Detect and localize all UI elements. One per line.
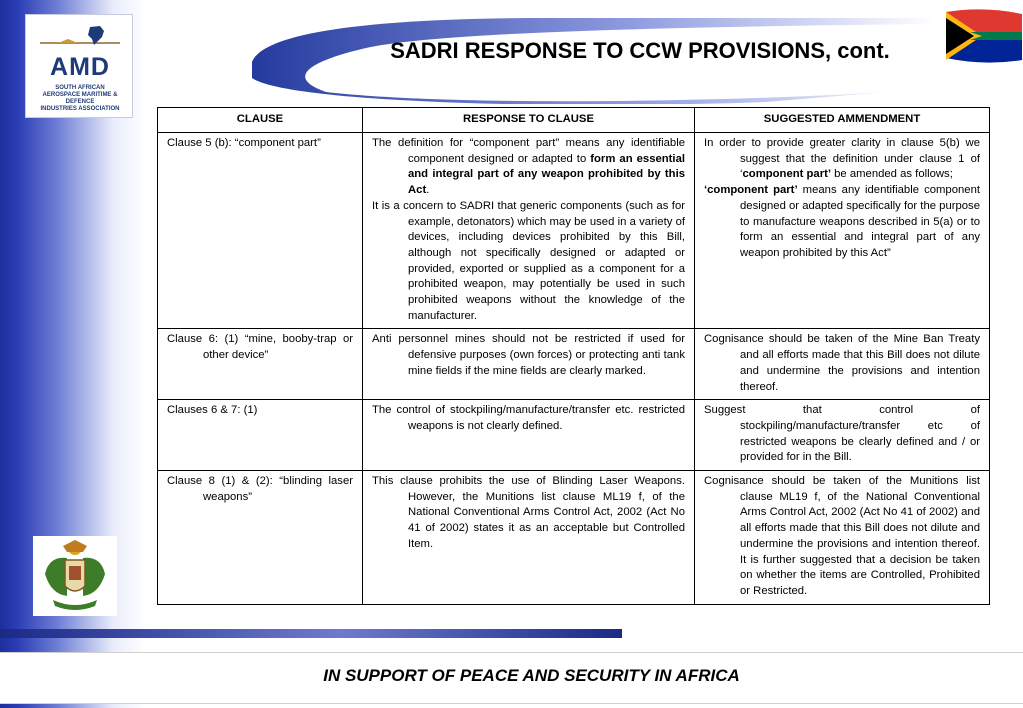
clause-text: Clauses 6 & 7: (1) bbox=[167, 404, 258, 417]
response-text-span: The definition for “component part” means any identifiable component designed or adapted to bbox=[372, 137, 685, 165]
clause-text: Clause 5 (b): “component part” bbox=[167, 137, 321, 149]
logo-subtitle-line: INDUSTRIES ASSOCIATION bbox=[40, 106, 120, 112]
page-title: SADRI RESPONSE TO CCW PROVISIONS, cont. bbox=[390, 38, 890, 63]
response-text-bold: form an essential and integral part of any weapon prohibited by this Act bbox=[408, 152, 685, 197]
clause-text: Clause 6: (1) “mine, booby-trap or other device” bbox=[167, 333, 353, 362]
response-cell bbox=[363, 329, 695, 400]
footer bbox=[0, 652, 1023, 704]
clause-cell bbox=[158, 329, 363, 400]
amendment-text bbox=[704, 136, 980, 183]
response-text: It is a concern to SADRI that generic components (such as for example, detonators) which may be used in a variety of devices, including devices prohibited by this Bill, although not specifically designed or adapted or provided, exported or supplied as a component for a prohibited weapon, may potentially be used in such prohibited weapons without the knowledge of the manufacturer. bbox=[372, 199, 685, 322]
logo-subtitle-line: SOUTH AFRICAN bbox=[55, 85, 105, 91]
amendment-text-span: be amended as follows; bbox=[831, 168, 953, 181]
amendment-cell bbox=[695, 400, 990, 471]
response-text bbox=[372, 136, 685, 199]
amendment-cell bbox=[695, 133, 990, 329]
coat-of-arms-icon bbox=[33, 536, 117, 616]
amendment-cell bbox=[695, 329, 990, 400]
response-cell bbox=[363, 133, 695, 329]
table-row bbox=[158, 471, 990, 605]
clause-cell bbox=[158, 400, 363, 471]
amendment-text-bold: component part’ bbox=[742, 168, 832, 181]
table-header-row bbox=[158, 108, 990, 133]
south-african-flag-icon bbox=[946, 8, 1022, 64]
response-text: Anti personnel mines should not be restricted if used for defensive purposes (own forces) or protecting anti tank mine fields if the mine fields are clearly marked. bbox=[372, 333, 685, 377]
amendment-text-span: In order to provide greater clarity in clause 5(b) we suggest that the definition under clause 1 of ‘ bbox=[704, 137, 980, 181]
amendment-cell bbox=[695, 471, 990, 605]
table-row bbox=[158, 329, 990, 400]
provisions-table bbox=[157, 107, 990, 605]
africa-emblem-icon bbox=[38, 23, 122, 53]
column-header-response: RESPONSE TO CLAUSE bbox=[363, 108, 695, 133]
amendment-text: Cognisance should be taken of the Mine Ban Treaty and all efforts made that this Bill does not dilute and undermine the provisions and intention thereof. bbox=[704, 333, 980, 393]
response-cell bbox=[363, 400, 695, 471]
footer-slogan: IN SUPPORT OF PEACE AND SECURITY IN AFRICA bbox=[323, 666, 740, 685]
amendment-text: Cognisance should be taken of the Munitions list clause ML19 f, of the National Conventional Arms Control Act, 2002 (Act No 41 of 2002) and all efforts made that this Bill does not dilute and undermine the provisions and intention thereof. It is further suggested that a decision be taken on whether the items are Controlled, Prohibited or Restricted. bbox=[704, 475, 980, 597]
response-text: This clause prohibits the use of Blinding Laser Weapons. However, the Munitions list clause ML19 f, of the National Conventional Arms Control Act, 2002 (Act No 41 of 2002) states it as an acceptable but Controlled Item. bbox=[372, 475, 685, 550]
amendment-text bbox=[704, 183, 980, 262]
logo-subtitle bbox=[30, 85, 130, 113]
response-text-span: . bbox=[426, 184, 430, 197]
amendment-text: Suggest that control of stockpiling/manufacture/transfer etc of restricted weapons be clearly defined and / or provided for in the Bill. bbox=[704, 404, 980, 464]
footer-divider-bar bbox=[0, 629, 622, 638]
amendment-text-span: means any identifiable component designed or adapted specifically for the purpose to manufacture weapons described in 5(a) or to form an essential and integral part of any weapon prohibited by this Act” bbox=[740, 184, 980, 259]
clause-cell bbox=[158, 133, 363, 329]
clause-cell bbox=[158, 471, 363, 605]
column-header-clause: CLAUSE bbox=[158, 108, 363, 133]
logo-subtitle-line: AEROSPACE MARITIME & DEFENCE bbox=[42, 92, 118, 105]
amd-logo bbox=[25, 14, 133, 118]
clause-text: Clause 8 (1) & (2): “blinding laser weapons” bbox=[167, 475, 353, 503]
response-cell bbox=[363, 471, 695, 605]
amendment-text-bold: ‘component part’ bbox=[704, 184, 798, 197]
table-row bbox=[158, 133, 990, 329]
column-header-amendment: SUGGESTED AMMENDMENT bbox=[695, 108, 990, 133]
coat-of-arms bbox=[33, 536, 117, 616]
logo-wordmark: AMD bbox=[50, 53, 110, 81]
response-text: The control of stockpiling/manufacture/transfer etc. restricted weapons is not clearly defined. bbox=[372, 404, 685, 432]
table-row bbox=[158, 400, 990, 471]
